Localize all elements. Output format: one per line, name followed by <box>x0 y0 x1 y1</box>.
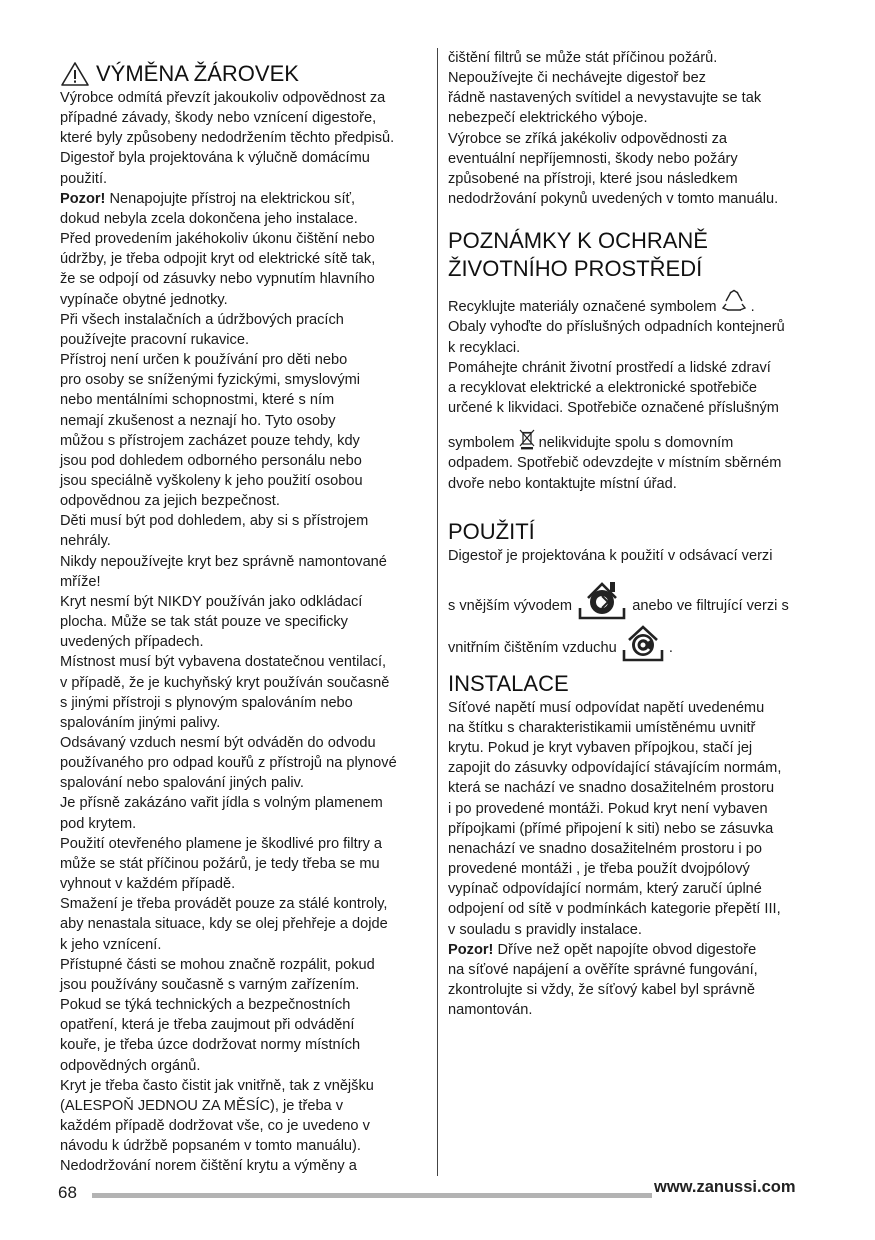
text-span: . <box>750 299 755 316</box>
text-line: Digestoř byla projektována k výlučně domácímu <box>60 150 370 167</box>
text-line: Kryt je třeba často čistit jak vnitřně, tak z vnějšku <box>60 1077 374 1094</box>
text-line: i po provedené montáži. Pokud kryt není vybaven <box>448 800 768 817</box>
text-line: Při všech instalačních a údržbových pracích <box>60 311 344 328</box>
text-span: symbolem <box>448 435 515 452</box>
text-line: eventuální nepříjemnosti, škody nebo požáry <box>448 150 738 167</box>
text-line: Děti musí být pod dohledem, aby si s přístrojem <box>60 513 369 530</box>
heading-line: ŽIVOTNÍHO PROSTŘEDÍ <box>448 256 703 282</box>
text-line: řádně nastavených svítidel a nevystavujte se tak <box>448 90 762 107</box>
text-line: přípojkami (přímé připojení k siti) nebo se zásuvka <box>448 820 774 837</box>
text-line: nedodržování pokynů uvedených v tomto manuálu. <box>448 191 779 208</box>
text-line: Přístroj není určen k používání pro děti nebo <box>60 352 348 369</box>
text-line: spalování nebo spalování jiných paliv. <box>60 775 304 792</box>
text-line: nebo mentálními schopnostmi, které s ním <box>60 392 335 409</box>
text-line: Odsávaný vzduch nesmí být odváděn do odvodu <box>60 735 376 751</box>
text-line: spalováním jinými palivy. <box>60 714 221 731</box>
text-line: Kryt nesmí být NIKDY používán jako odkládací <box>60 593 363 610</box>
text-line: jsou pod dohledem odborného personálu nebo <box>60 452 362 469</box>
section-heading-environment <box>448 227 820 283</box>
section-heading-bulb-replacement <box>60 60 426 88</box>
text-line: odpovědnou za jejich bezpečnost. <box>60 493 280 510</box>
text-line: Výrobce se zříká jakékoliv odpovědnosti za <box>448 130 728 147</box>
text-line: že se odpojí od zásuvky nebo vypnutím hlavního <box>60 271 375 288</box>
text-line: Obaly vyhoďte do příslušných odpadních kontejnerů <box>448 319 785 336</box>
recirculation-icon <box>621 622 665 662</box>
pozor-label: Pozor! <box>60 190 106 207</box>
text-line: dvoře nebo kontaktujte místní úřad. <box>448 475 677 492</box>
text-line: nehrály. <box>60 533 111 550</box>
section-heading-use: POUŽITÍ <box>448 518 535 544</box>
text-line: mříže! <box>60 573 101 590</box>
text-line: namontován. <box>448 1002 533 1019</box>
right-column <box>448 48 820 1020</box>
text-line: Smažení je třeba provádět pouze za stálé kontroly, <box>60 896 388 913</box>
footer-url-link[interactable]: www.zanussi.com <box>654 1178 796 1196</box>
text-line: určené k likvidaci. Spotřebiče označené příslušným <box>448 400 779 417</box>
text-line: provedené montáži , je třeba použít dvojpólový <box>448 861 750 878</box>
text-line: v případě, že je kuchyňský kryt používán současně <box>60 674 390 691</box>
text-line: vypínače obytné jednotky. <box>60 291 228 308</box>
text-line <box>448 289 820 317</box>
crossed-bin-icon <box>519 428 535 450</box>
text-line: zkontrolujte si vždy, že síťový kabel byl správně <box>448 982 755 998</box>
text-line: vypínač odpovídající normám, který zaručí úplné <box>448 881 762 898</box>
text-line <box>448 940 820 960</box>
text-line: (ALESPOŇ JEDNOU ZA MĚSÍC), je třeba v <box>60 1097 344 1114</box>
text-line: k jeho vznícení. <box>60 936 162 953</box>
text-line: Síťové napětí musí odpovídat napětí uvedenému <box>448 699 765 716</box>
text-line: pod krytem. <box>60 815 137 832</box>
text-span: . <box>668 639 673 656</box>
text-line: jsou speciálně vyškoleny k jeho použití osobou <box>60 472 363 489</box>
text-line: odpadem. Spotřebič odevzdejte v místním sběrném <box>448 455 782 472</box>
text-line: Přístupné části se mohou značně rozpálit, pokud <box>60 956 375 973</box>
text-line: Nepoužívejte či nechávejte digestoř bez <box>448 70 706 87</box>
text-line: nebezpečí elektrického výboje. <box>448 110 648 127</box>
text-line: Místnost musí být vybavena dostatečnou ventilací, <box>60 654 387 671</box>
text-line: vyhnout v každém případě. <box>60 876 236 893</box>
text-line <box>448 622 820 656</box>
text-line: Digestoř je projektována k použití v odsávací verzi <box>448 547 773 564</box>
text-line: Použití otevřeného plamene je škodlivé pro filtry a <box>60 835 383 852</box>
column-divider <box>437 48 438 1176</box>
text-line <box>448 428 820 453</box>
text-span: Nenapojujte přístroj na elektrickou síť, <box>109 190 356 207</box>
recycle-icon <box>721 289 747 313</box>
text-span: vnitřním čištěním vzduchu <box>448 639 617 656</box>
text-line: v souladu s pravidly instalace. <box>448 921 642 938</box>
text-line: která se nachází ve snadno dosažitelném prostoru <box>448 780 775 797</box>
text-line: na štítku s charakteristikamii umístěnému uvnitř <box>448 719 756 736</box>
text-line <box>448 578 820 614</box>
text-line: odpojení od sítě v podmínkách kategorie přepětí III, <box>448 901 781 918</box>
text-line: aby nenastala situace, kdy se olej přehřeje a dojde <box>60 916 388 933</box>
heading-text: VÝMĚNA ŽÁROVEK <box>96 61 299 86</box>
text-line: jsou používány současně s varným zařízením. <box>60 976 360 993</box>
text-span: nelikvidujte spolu s domovním <box>538 435 734 452</box>
text-line: k recyklaci. <box>448 339 521 356</box>
text-line: které byly způsobeny nedodržením těchto předpisů. <box>60 130 395 147</box>
text-line: Výrobce odmítá převzít jakoukoliv odpovědnost za <box>60 90 386 106</box>
pozor-label: Pozor! <box>448 941 494 958</box>
text-line: Nedodržování norem čištění krytu a výměny a <box>60 1158 357 1175</box>
text-line: plocha. Může se tak stát pouze ve specificky <box>60 614 348 631</box>
text-line: uvedených případech. <box>60 634 204 651</box>
text-line: pro osoby se sníženými fyzickými, smyslovými <box>60 372 361 389</box>
text-line: každém případě dodržovat vše, co je uvedeno v <box>60 1117 370 1134</box>
text-line <box>60 189 426 209</box>
warning-triangle-icon <box>60 61 90 87</box>
text-line: čištění filtrů se může stát příčinou požárů. <box>448 50 718 66</box>
text-line: odpovědných orgánů. <box>60 1057 201 1074</box>
left-column <box>60 48 426 1176</box>
page-number: 68 <box>58 1183 77 1202</box>
text-line: kouře, je třeba úzce dodržovat normy místních <box>60 1037 361 1054</box>
text-line: použití. <box>60 170 108 187</box>
text-span: Recyklujte materiály označené symbolem <box>448 299 717 316</box>
text-line: s jinými přístroji s plynovým spalováním nebo <box>60 694 353 711</box>
text-line: dokud nebyla zcela dokončena jeho instalace. <box>60 210 358 227</box>
section-heading-installation: INSTALACE <box>448 670 569 696</box>
text-line: Nikdy nepoužívejte kryt bez správně namontované <box>60 553 387 570</box>
text-line: údržby, je třeba odpojit kryt od elektrické sítě tak, <box>60 251 376 268</box>
text-line: Před provedením jakéhokoliv úkonu čištění nebo <box>60 231 375 248</box>
text-line: případné závady, škody nebo vznícení digestoře, <box>60 110 377 127</box>
footer-rule <box>92 1193 652 1198</box>
text-line: způsobené na přístroji, které jsou následkem <box>448 170 738 187</box>
text-line: může se stát příčinou požárů, je tedy třeba se mu <box>60 855 380 872</box>
text-span: s vnějším vývodem <box>448 597 573 614</box>
text-line: návodu k údržbě popsaném v tomto manuálu). <box>60 1138 361 1155</box>
text-line: Je přísně zakázáno vařit jídla s volným plamenem <box>60 795 383 812</box>
text-line: Pokud se týká technických a bezpečnostních <box>60 997 351 1014</box>
text-line: Pomáhejte chránit životní prostředí a lidské zdraví <box>448 359 771 376</box>
text-line: můžou s přístrojem zacházet pouze tehdy, kdy <box>60 432 360 449</box>
text-line: na síťové napájení a ověříte správné fungování, <box>448 961 758 978</box>
text-span: Dříve než opět napojíte obvod digestoře <box>497 941 757 958</box>
text-line: zapojit do zásuvky odpovídající stávajícím normám, <box>448 760 782 777</box>
text-line: nemají zkušenost a neznají ho. Tyto osoby <box>60 412 336 429</box>
text-line: nenachází ve snadno dosažitelném prostoru i po <box>448 840 762 857</box>
text-line: krytu. Pokud je kryt vybaven přípojkou, stačí jej <box>448 740 753 757</box>
heading-line: POZNÁMKY K OCHRANĚ <box>448 228 708 254</box>
external-duct-icon <box>576 578 628 620</box>
text-line: používejte pracovní rukavice. <box>60 331 250 348</box>
text-line: a recyklovat elektrické a elektronické spotřebiče <box>448 379 758 396</box>
text-span: anebo ve filtrující verzi s <box>632 597 789 614</box>
text-line: opatření, která je třeba zaujmout při odvádění <box>60 1017 355 1034</box>
text-line: používaného pro odpad kouřů z přístrojů na plynové <box>60 755 397 772</box>
